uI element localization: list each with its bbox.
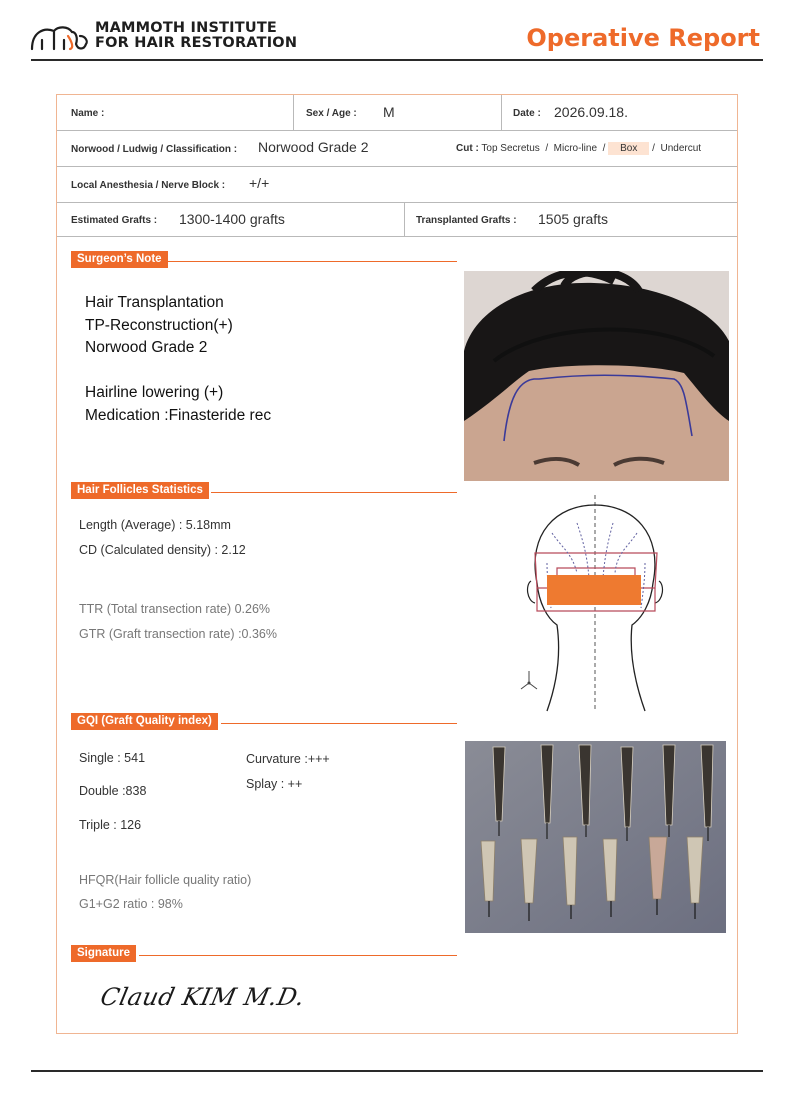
cut-option-box-selected[interactable]: Box: [608, 142, 649, 155]
anesthesia-value[interactable]: +/+: [249, 175, 270, 191]
signature-header: Signature: [71, 945, 136, 962]
cell-divider: [293, 95, 294, 130]
calculated-density: CD (Calculated density) : 2.12: [79, 543, 246, 557]
gqi-curvature: Curvature :+++: [246, 752, 330, 766]
cell-divider: [501, 95, 502, 130]
cell-divider: [404, 203, 405, 236]
estimated-grafts-value[interactable]: 1300-1400 grafts: [179, 211, 285, 227]
note-line: [85, 360, 271, 383]
note-line: Hair Transplantation: [85, 294, 224, 311]
cut-label: Cut :: [456, 143, 479, 154]
date-label: Date :: [513, 108, 541, 119]
footer-divider: [31, 1070, 763, 1072]
cut-separator: /: [652, 143, 655, 154]
surgeon-note-text: [85, 292, 271, 427]
cut-options: [456, 143, 701, 154]
g1-g2-ratio: G1+G2 ratio : 98%: [79, 897, 183, 911]
note-line: Hairline lowering (+): [85, 384, 224, 401]
follicle-stats-header: Hair Follicles Statistics: [71, 482, 209, 499]
logo-line-1: MAMMOTH INSTITUTE: [95, 20, 278, 36]
graft-transection-rate: GTR (Graft transection rate) :0.36%: [79, 627, 277, 641]
estimated-grafts-label: Estimated Grafts :: [71, 215, 158, 226]
classification-label: Norwood / Ludwig / Classification :: [71, 144, 238, 155]
note-line: Norwood Grade 2: [85, 339, 208, 356]
row-grafts: [57, 203, 737, 237]
cut-option-undercut[interactable]: Undercut: [660, 143, 702, 154]
surgeon-note-header: Surgeon’s Note: [71, 251, 168, 268]
length-average: Length (Average) : 5.18mm: [79, 518, 231, 532]
logo-line-2: FOR HAIR RESTORATION: [95, 35, 298, 51]
cut-separator: /: [545, 143, 549, 154]
cut-separator: /: [602, 143, 606, 154]
classification-value[interactable]: Norwood Grade 2: [258, 139, 369, 155]
note-line: Medication :Finasteride rec: [85, 406, 272, 424]
hfqr-label: HFQR(Hair follicle quality ratio): [79, 873, 252, 887]
report-title: Operative Report: [526, 24, 760, 52]
institute-logo-text: [95, 21, 297, 51]
section-rule: [221, 723, 457, 724]
cut-option-top-secretus[interactable]: Top Secretus: [481, 143, 540, 154]
sex-age-label: Sex / Age :: [306, 108, 357, 119]
graft-samples-photo: [465, 741, 726, 933]
transplanted-grafts-value[interactable]: 1505 grafts: [538, 211, 609, 227]
gqi-double: Double :838: [79, 784, 147, 798]
total-transection-rate: TTR (Total transection rate) 0.26%: [79, 602, 271, 616]
hairline-photo: [464, 271, 729, 481]
gqi-single: Single : 541: [79, 751, 146, 765]
gqi-header: GQI (Graft Quality index): [71, 713, 218, 730]
row-classification-cut: [57, 131, 737, 167]
row-anesthesia: [57, 167, 737, 203]
elephant-logo-icon: [30, 22, 90, 52]
donor-area-diagram: [517, 493, 667, 713]
note-line: TP-Reconstruction(+): [85, 316, 233, 334]
section-rule: [167, 261, 457, 262]
transplanted-grafts-label: Transplanted Grafts :: [416, 215, 517, 226]
section-rule: [211, 492, 457, 493]
anesthesia-label: Local Anesthesia / Nerve Block :: [71, 180, 226, 191]
report-card: [56, 94, 738, 1034]
header-divider: [31, 59, 763, 61]
date-value[interactable]: 2026.09.18.: [554, 104, 628, 120]
section-rule: [139, 955, 457, 956]
cut-option-micro-line[interactable]: Micro-line: [553, 143, 598, 154]
gqi-splay: Splay : ++: [246, 777, 303, 791]
name-label: Name :: [71, 108, 105, 119]
sex-age-value[interactable]: M: [383, 104, 395, 120]
surgeon-signature: Claud KIM M.D.: [98, 983, 308, 1011]
row-name-sex-date: [57, 95, 737, 131]
gqi-triple: Triple : 126: [79, 818, 142, 832]
